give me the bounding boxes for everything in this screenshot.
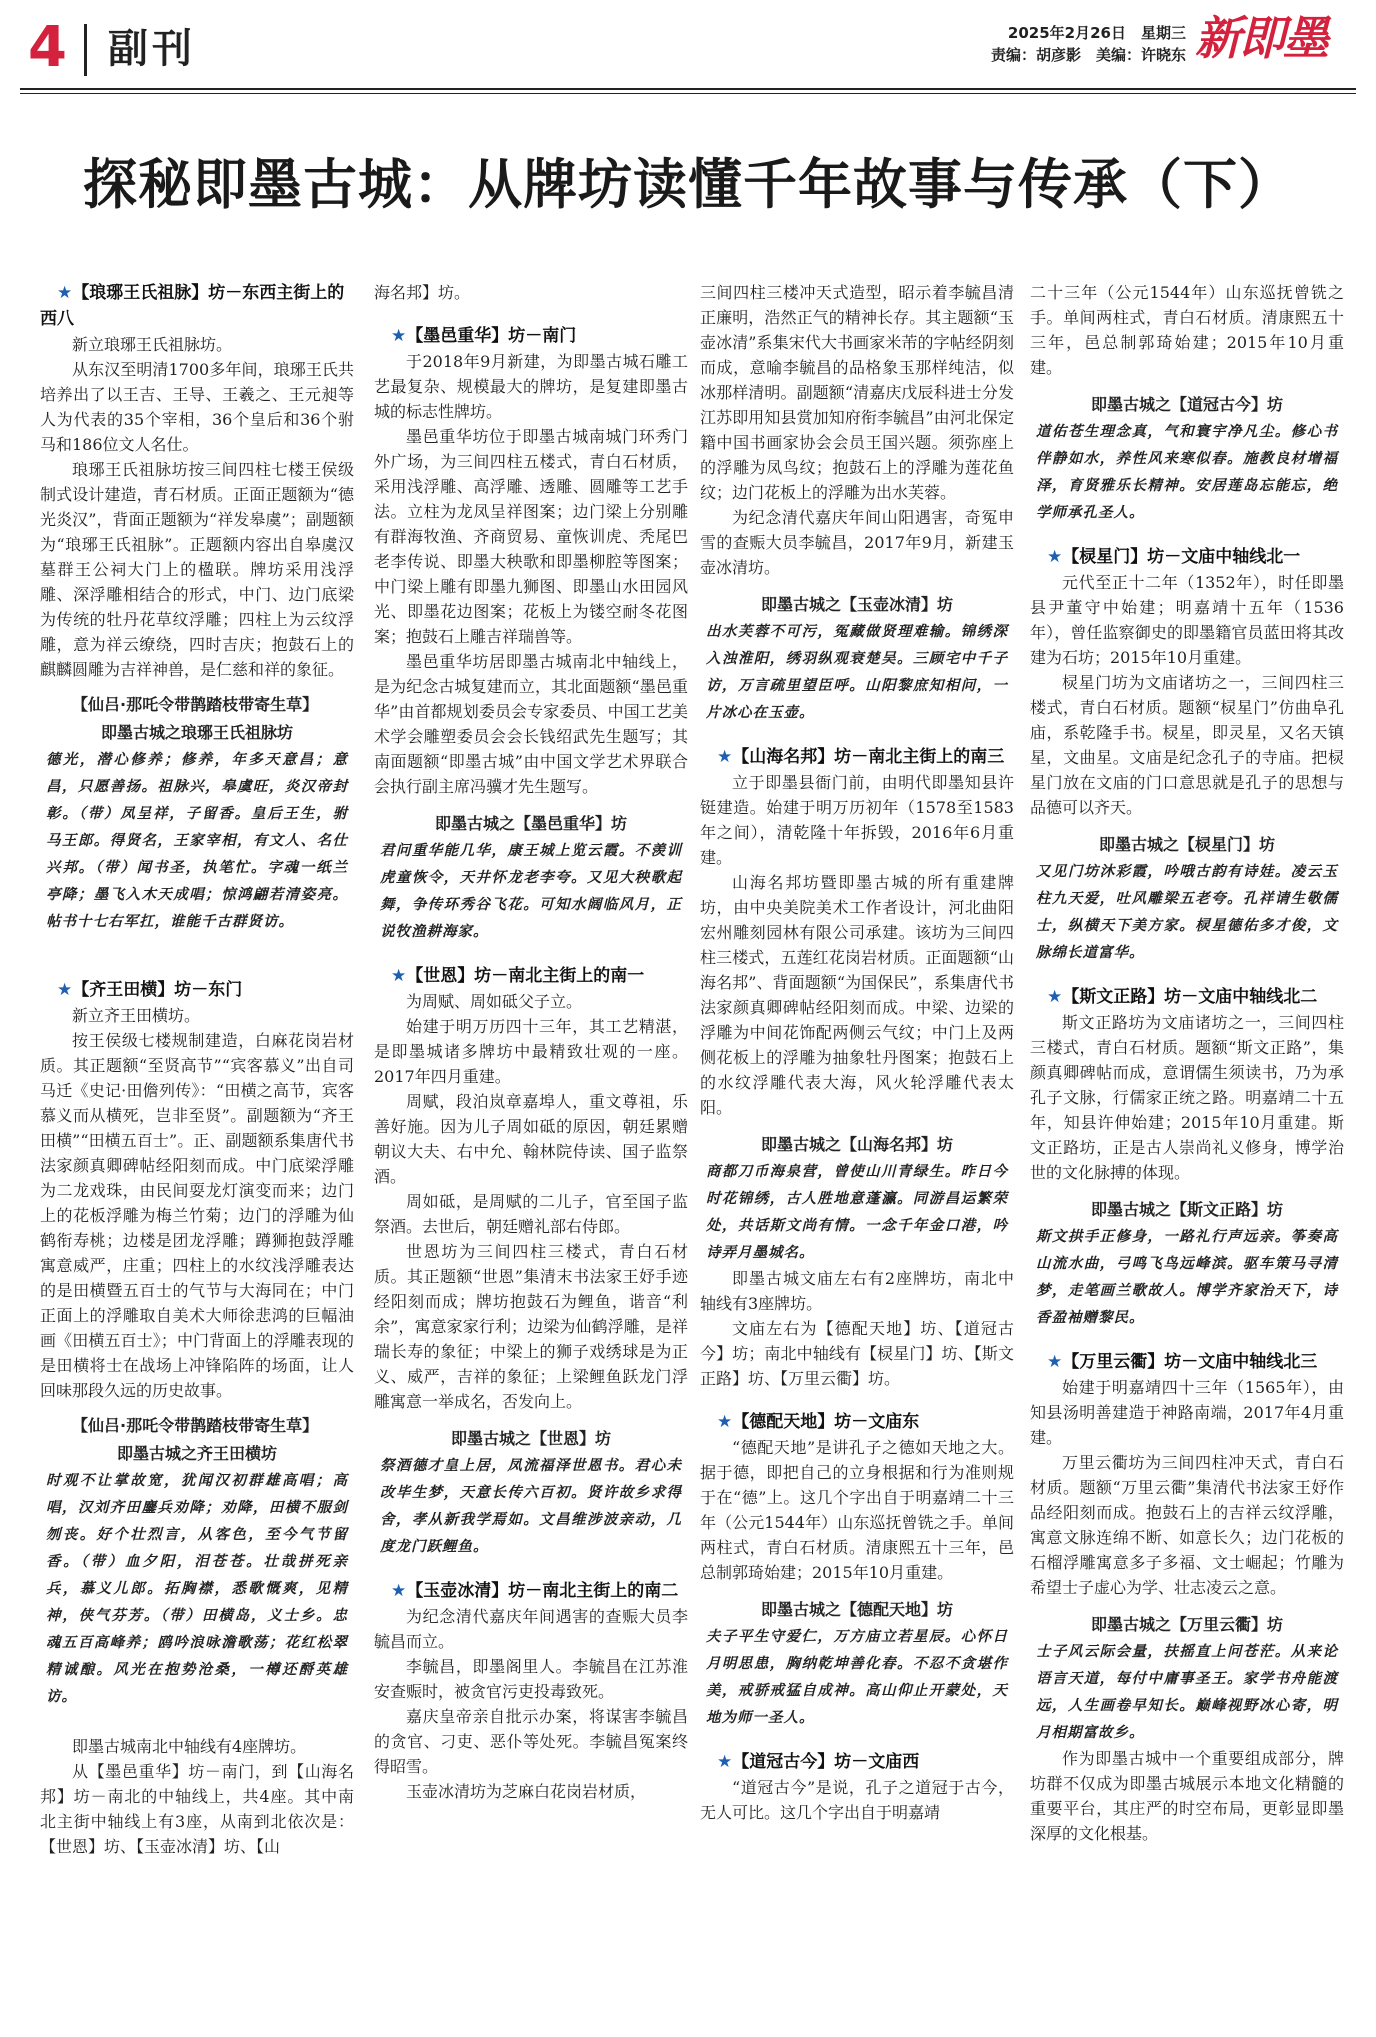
paragraph: 为纪念清代嘉庆年间遇害的查赈大员李毓昌而立。 (374, 1607, 688, 1651)
editors: 责编：胡彦影 美编：许晓东 (990, 46, 1186, 64)
date: 2025年2月26日 (1007, 24, 1126, 42)
poem-title: 即墨古城之【山海名邦】坊 (760, 1135, 953, 1154)
section-heading: ★【万里云衢】坊－文庙中轴线北三 (1047, 1352, 1318, 1372)
paragraph: 海名邦】坊。 (374, 283, 471, 302)
section-heading: ★【斯文正路】坊－文庙中轴线北二 (1047, 987, 1318, 1007)
poem-text: 夫子平生守爱仁，万方庙立若星辰。心怀日月明思患，胸纳乾坤善化春。不忍不贪堪作美，戒骄戒猛自成神。高山仰止开蒙处，天地为师一圣人。 (706, 1628, 1008, 1726)
masthead (0, 0, 1376, 88)
poem-text: 出水芙蓉不可污，冤藏做贤理难输。锦绣深入浊淮阳，绣羽纵观衰楚吴。三顾宅中千子访，万言疏里望臣呼。山阳黎庶知相问，一片冰心在玉壶。 (706, 623, 1008, 721)
paragraph: 为周赋、周如砥父子立。 (406, 992, 583, 1011)
section-heading: ★【玉壶冰清】坊－南北主街上的南二 (391, 1581, 679, 1601)
poem-text: 又见门坊沐彩霞，吟哦古韵有诗娃。凌云玉柱九天爱，吐风雕梁五老夸。孔祥请生敬儒士，纵横天下美方家。棂星德佑多才俊，文脉绵长道富华。 (1036, 863, 1338, 961)
star-icon: ★ (57, 980, 73, 1000)
section-heading: ★【德配天地】坊－文庙东 (717, 1412, 920, 1432)
paragraph: 棂星门坊为文庙诸坊之一，三间四柱三楼式，青白石材质。题额“棂星门”仿曲阜孔庙，系乾隆手书。棂星，即灵星，又名天镇星，文曲星。文庙是纪念孔子的寺庙。把棂星门放在文庙的门口意思就是孔子的思想与品德可以齐天。 (1030, 673, 1344, 817)
poem-text: 士子风云际会量，扶摇直上问苍茫。从来论语言天道，每付中庸事圣王。家学书舟能渡远，人生画卷早知长。巅峰视野冰心寄，明月相期富故乡。 (1036, 1643, 1338, 1741)
paragraph: 新立琅琊王氏祖脉坊。 (72, 335, 233, 354)
paragraph: 李毓昌，即墨阁里人。李毓昌在江苏淮安查赈时，被贪官污吏投毒致死。 (374, 1657, 688, 1701)
poem-title: 即墨古城之【墨邑重华】坊 (434, 814, 627, 833)
paragraph: 立于即墨县衙门前，由明代即墨知县许铤建造。始建于明万历初年（1578至1583年之间），清乾隆十年拆毁，2016年6月重建。 (700, 773, 1014, 867)
section-heading: ★【道冠古今】坊－文庙西 (717, 1752, 920, 1772)
paragraph: 斯文正路坊为文庙诸坊之一，三间四柱三楼式，青白石材质。题额“斯文正路”，集颜真卿碑帖而成，意谓儒生须读书，乃为承孔子文脉，行儒家正统之路。明嘉靖二十五年，知县许伸始建；2015年10月重建。斯文正路坊，正是古人崇尚礼义修身，博学治世的文化脉搏的体现。 (1030, 1013, 1344, 1182)
star-icon: ★ (717, 1752, 733, 1772)
poem-title: 即墨古城之【万里云衢】坊 (1090, 1615, 1283, 1634)
weekday: 星期三 (1140, 24, 1186, 42)
paragraph: 周如砥，是周赋的二儿子，官至国子监祭酒。去世后，朝廷赠礼部右侍郎。 (374, 1192, 688, 1236)
paragraph: 二十三年（公元1544年）山东巡抚曾铣之手。单间两柱式，青白石材质。清康熙五十三年，邑总制郭琦始建；2015年10月重建。 (1030, 283, 1344, 377)
star-icon: ★ (717, 747, 733, 767)
section-heading: ★【琅琊王氏祖脉】坊－东西主街上的西八 (40, 283, 345, 329)
poem-title: 即墨古城之【斯文正路】坊 (1090, 1200, 1283, 1219)
poem-text: 商都刀币海泉营，曾使山川青绿生。昨日今时花锦绣，古人胜地意蓬瀛。同游昌运繁荣处，共话斯文尚有情。一念千年金口港，吟诗弄月墨城名。 (706, 1163, 1008, 1261)
star-icon: ★ (717, 1412, 733, 1432)
paragraph: 于2018年9月新建，为即墨古城石雕工艺最复杂、规模最大的牌坊，是复建即墨古城的标志性牌坊。 (374, 352, 688, 421)
poem-text: 时观不让掌故宽，犹闻汉初群雄高唱；高唱，汉刘齐田鏖兵劝降；劝降，田横不服剑刎丧。好个壮烈言，从客色，至今气节留香。（带）血夕阳，泪苍苍。壮哉拼死亲兵，慕义儿郎。拓胸襟，悉歌慨爽，见精神，侠气芬芳。（带）田横岛，义士乡。忠魂五百高峰养；鸥吟浪咏澹歌荡；花红松翠精诚酿。风光在抱势沧桑，一樽还酹英雄访。 (46, 1472, 348, 1705)
header-rule (20, 88, 1356, 90)
date-line (991, 22, 1186, 44)
poem-title: 即墨古城之【世恩】坊 (450, 1429, 611, 1448)
newspaper-logo: 新即墨 (1195, 11, 1327, 65)
spacer (40, 1710, 354, 1734)
spacer (40, 935, 354, 959)
page-number: 4 (28, 15, 67, 80)
poem-text: 德光，潜心修养；修养，年多天意昌；意昌，只愿善扬。祖脉兴，皋虞旺，炎汉帝封彰。（带）凤呈祥，子留香。皇后王生，驸马王郎。得贤名，王家宰相，有文人、名仕兴邦。（带）闻书圣，执笔忙。字魂一纸兰亭降；墨飞入木天成唱；惊鸿翩若清姿亮。帖书十七右军扛，谁能千古群贤访。 (46, 751, 348, 930)
paragraph: 山海名邦坊暨即墨古城的所有重建牌坊，由中央美院美术工作者设计，河北曲阳宏州雕刻园林有限公司承建。该坊为三间四柱三楼式，五莲红花岗岩材质。正面题额“山海名邦”、背面题额“为国保民”，系集唐代书法家颜真卿碑帖经阳刻而成。中梁、边梁的浮雕为中间花饰配两侧云气纹；中门上及两侧花板上的浮雕为抽象牡丹图案；抱鼓石上的水纹浮雕代表大海，风火轮浮雕代表太阳。 (700, 873, 1014, 1117)
section-heading: ★【墨邑重华】坊－南门 (391, 326, 577, 346)
star-icon: ★ (391, 1581, 407, 1601)
poem-title: 即墨古城之齐王田横坊 (116, 1444, 277, 1463)
header-divider (84, 24, 87, 76)
poem-text: 祭酒德才皇上居，凤流福泽世恩书。君心未改毕生梦，天意长传六百初。贤许故乡求得舍，孝从新我学焉如。文昌维涉波亲动，几度龙门跃鲤鱼。 (380, 1457, 682, 1555)
poem-title: 即墨古城之【棂星门】坊 (1098, 835, 1275, 854)
section-heading: ★【棂星门】坊－文庙中轴线北一 (1047, 547, 1301, 567)
paragraph: 为纪念清代嘉庆年间山阳遇害，奇冤申雪的查赈大员李毓昌，2017年9月，新建玉壶冰清坊。 (700, 508, 1014, 577)
section-heading: ★【齐王田横】坊－东门 (57, 980, 243, 1000)
article-title: 探秘即墨古城：从牌坊读懂千年故事与传承（下） (83, 153, 1293, 216)
star-icon: ★ (391, 966, 407, 986)
paragraph: 文庙左右为【德配天地】坊、【道冠古今】坊；南北中轴线有【棂星门】坊、【斯文正路】坊、【万里云衢】坊。 (700, 1319, 1014, 1388)
section-name: 副刊 (108, 26, 196, 72)
paragraph: 新立齐王田横坊。 (72, 1006, 201, 1025)
poem-text: 君问重华能几华，康王城上览云霞。不羡训虎童恢令，天井怀龙老李夸。又见大秧歌起舞，争传环秀谷飞花。可知水阔临风月，正说牧渔耕海家。 (380, 842, 682, 940)
paragraph: 作为即墨古城中一个重要组成部分，牌坊群不仅成为即墨古城展示本地文化精髓的重要平台，其庄严的时空布局，更彰显即墨深厚的文化根基。 (1030, 1749, 1344, 1843)
column-4 (1030, 280, 1344, 2020)
header-info (991, 22, 1186, 66)
qupai-heading: 【仙吕·那吒令带鹊踏枝带寄生草】 (72, 1416, 319, 1435)
paragraph: 世恩坊为三间四柱三楼式，青白石材质。其正题额“世恩”集清末书法家王妤手迹经阳刻而成；牌坊抱鼓石为鲤鱼，谐音“利余”，寓意家家行利；边梁为仙鹤浮雕，是祥瑞长寿的象征；中梁上的狮子戏绣球是为正义、威严，吉祥的象征；上梁鲤鱼跃龙门浮雕寓意一举成名，否发向上。 (374, 1242, 688, 1411)
paragraph: 墨邑重华坊居即墨古城南北中轴线上，是为纪念古城复建而立，其北面题额“墨邑重华”由首都规划委员会专家委员、中国工艺美术学会雕塑委员会会长钱绍武先生题写；其南面题额“即墨古城”由中国文学艺术界联合会执行副主席冯骥才先生题写。 (374, 652, 688, 796)
section-heading: ★【山海名邦】坊－南北主街上的南三 (717, 747, 1005, 767)
paragraph: 始建于明嘉靖四十三年（1565年），由知县汤明善建造于神路南端，2017年4月重建。 (1030, 1378, 1344, 1447)
star-icon: ★ (1047, 547, 1063, 567)
poem-title: 即墨古城之琅琊王氏祖脉坊 (100, 723, 293, 742)
paragraph: “道冠古今”是说，孔子之道冠于古今，无人可比。这几个字出自于明嘉靖 (700, 1778, 1014, 1822)
paragraph: 三间四柱三楼冲天式造型，昭示着李毓昌清正廉明，浩然正气的精神长存。其主题额“玉壶冰清”系集宋代大书画家米芾的字帖经阴刻而成，意喻李毓昌的品格象玉那样纯洁，似冰那样清明。副题额“清嘉庆戊辰科进士分发江苏即用知县赏加知府衔李毓昌”由河北保定籍中国书画家协会会员王国兴题。须弥座上的浮雕为凤鸟纹；抱鼓石上的浮雕为莲花鱼纹；边门花板上的浮雕为出水芙蓉。 (700, 283, 1014, 502)
paragraph: 按王侯级七楼规制建造，白麻花岗岩材质。其正题额“至贤高节”“宾客慕义”出自司马迁《史记·田儋列传》：“田横之高节，宾客慕义而从横死，岂非至贤”。副题额为“齐王田横”“田横五百士”。正、副题额系集唐代书法家颜真卿碑帖经阳刻而成。中门底梁浮雕为二龙戏珠，由民间耍龙灯演变而来；边门上的花板浮雕为梅兰竹菊；边门的浮雕为仙鹤衔寿桃；边楼是团龙浮雕；蹲狮抱鼓浮雕寓意威严，庄重；四柱上的水纹浅浮雕表达的是田横暨五百士的气节与大海同在；中门正面上的浮雕取自美术大师徐悲鸿的巨幅油画《田横五百士》；中门背面上的浮雕表现的是田横将士在战场上冲锋陷阵的场面，让人回味那段久远的历史故事。 (40, 1031, 354, 1400)
paragraph: 元代至正十二年（1352年），时任即墨县尹董守中始建；明嘉靖十五年（1536年），曾任监察御史的即墨籍官员蓝田将其改建为石坊；2015年10月重建。 (1030, 573, 1344, 667)
paragraph: 琅琊王氏祖脉坊按三间四柱七楼王侯级制式设计建造，青石材质。正面正题额为“德光炎汉”，背面正题额为“祥发皋虞”；副题额为“琅琊王氏祖脉”。正题额内容出自皋虞汉墓群王公祠大门上的楹联。牌坊采用浅浮雕、深浮雕相结合的形式，中门、边门底梁为传统的牡丹花草纹浮雕；四柱上为云纹浮雕，意为祥云缭绕，四时吉庆；抱鼓石上的麒麟圆雕为吉祥神兽，是仁慈和祥的象征。 (40, 460, 354, 679)
star-icon: ★ (1047, 987, 1063, 1007)
paragraph: 周赋，段泊岚章嘉埠人，重文尊祖，乐善好施。因为儿子周如砥的原因，朝廷累赠朝议大夫、右中允、翰林院侍读、国子监祭酒。 (374, 1092, 688, 1186)
paragraph: 玉壶冰清坊为芝麻白花岗岩材质， (406, 1782, 647, 1801)
column-3 (700, 280, 1014, 2020)
poem-text: 斯文拱手正修身，一路礼行声远亲。筝奏高山流水曲，弓鸣飞鸟远峰滨。驱车策马寻清梦，走笔画兰歌故人。博学齐家治天下，诗香盈袖赠黎民。 (1036, 1228, 1338, 1326)
paragraph: 嘉庆皇帝亲自批示办案，将谋害李毓昌的贪官、刁吏、恶仆等处死。李毓昌冤案终得昭雪。 (374, 1707, 688, 1776)
paragraph: 即墨古城文庙左右有2座牌坊，南北中轴线有3座牌坊。 (700, 1269, 1014, 1313)
section-heading: ★【世恩】坊－南北主街上的南一 (391, 966, 645, 986)
column-1 (40, 280, 354, 2020)
poem-title: 即墨古城之【德配天地】坊 (760, 1600, 953, 1619)
paragraph: 从东汉至明清1700多年间，琅琊王氏共培养出了以王吉、王导、王羲之、王元昶等人为代表的35个宰相，36个皇后和36个驸马和186位文人名仕。 (40, 360, 354, 454)
paragraph: “德配天地”是讲孔子之德如天地之大。据于德，即把自己的立身根据和行为准则规于在“德”上。这几个字出自于明嘉靖二十三年（公元1544年）山东巡抚曾铣之手。单间两柱式，青白石材质。清康熙五十三年，邑总制郭琦始建；2015年10月重建。 (700, 1438, 1014, 1582)
star-icon: ★ (57, 283, 73, 303)
column-2 (374, 280, 688, 2020)
paragraph: 万里云衢坊为三间四柱冲天式，青白石材质。题额“万里云衢”集清代书法家王妤作品经阳刻而成。抱鼓石上的吉祥云纹浮雕，寓意文脉连绵不断、如意长久；边门花板的石榴浮雕寓意多子多福、文士崛起；竹雕为希望士子虚心为学、壮志凌云之意。 (1030, 1453, 1344, 1597)
header-rule-thin (20, 93, 1356, 94)
star-icon: ★ (391, 326, 407, 346)
paragraph: 墨邑重华坊位于即墨古城南城门环秀门外广场，为三间四柱五楼式，青白石材质，采用浅浮雕、高浮雕、透雕、圆雕等工艺手法。立柱为龙凤呈祥图案；边门梁上分别雕有群海牧渔、齐商贸易、童恢训虎、秃尾巴老李传说、即墨大秧歌和即墨柳腔等图案；中门梁上雕有即墨九狮图、即墨山水田园风光、即墨花边图案；花板上为镂空耐冬花图案；抱鼓石上雕吉祥瑞兽等。 (374, 427, 688, 646)
star-icon: ★ (1047, 1352, 1063, 1372)
paragraph: 即墨古城南北中轴线有4座牌坊。 (72, 1737, 307, 1756)
paragraph: 始建于明万历四十三年，其工艺精湛，是即墨城诸多牌坊中最精致壮观的一座。2017年四月重建。 (374, 1017, 688, 1086)
poem-text: 道佑苍生理念真，气和寰宇净凡尘。修心书伴静如水，养性风来寒似春。施教良材增福泽，育贤雅乐长精神。安居莲岛忘能忘，绝学师承孔圣人。 (1036, 423, 1338, 521)
qupai-heading: 【仙吕·那吒令带鹊踏枝带寄生草】 (72, 695, 319, 714)
paragraph: 从【墨邑重华】坊－南门，到【山海名邦】坊－南北的中轴线上，共4座。其中南北主街中轴线上有3座，从南到北依次是：【世恩】坊、【玉壶冰清】坊、【山 (40, 1762, 354, 1856)
poem-title: 即墨古城之【道冠古今】坊 (1090, 395, 1283, 414)
poem-title: 即墨古城之【玉壶冰清】坊 (760, 595, 953, 614)
